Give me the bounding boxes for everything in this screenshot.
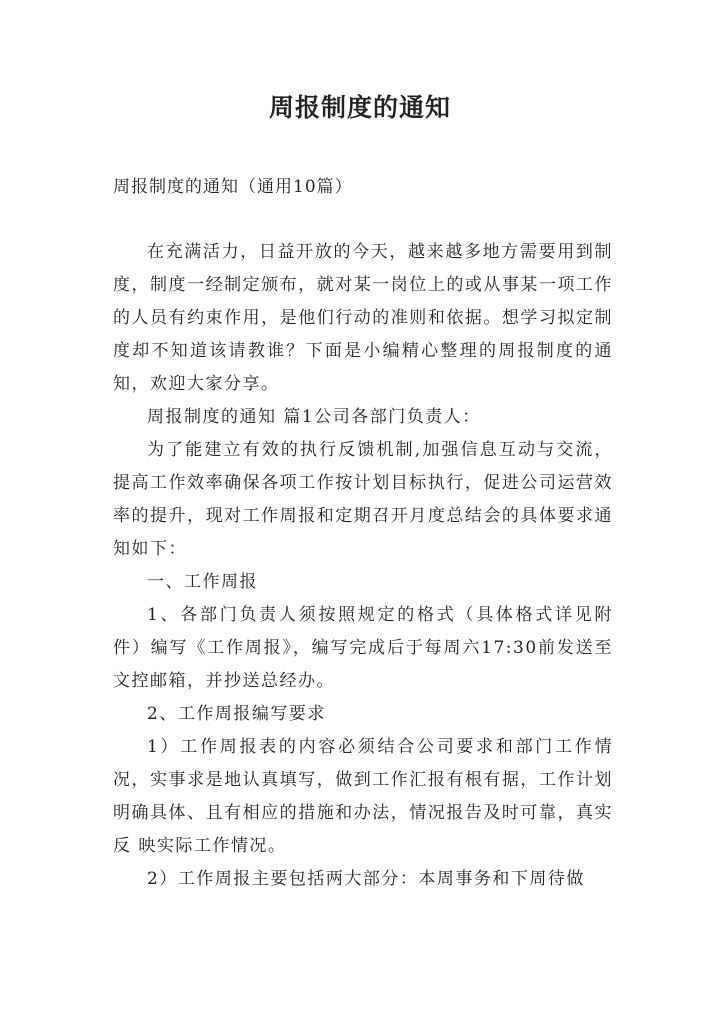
rule-heading-2: 2、工作周报编写要求	[147, 704, 326, 724]
document-subtitle: 周报制度的通知（通用10篇）	[113, 177, 353, 197]
purpose-paragraph: 为了能建立有效的执行反馈机制,加强信息互动与交流，提高工作效率确保各项工作按计划目标执行，促进公司运营效率的提升，现对工作周报和定期召开月度总结会的具体要求通知如下：	[113, 440, 613, 559]
document-body	[113, 236, 613, 896]
rule-paragraph-1: 1、各部门负责人须按照规定的格式（具体格式详见附件）编写《工作周报》，编写完成后于每周六17:30前发送至文控邮箱，并抄送总经办。	[113, 605, 613, 691]
document-title: 周报制度的通知	[268, 93, 451, 122]
section-heading-weekly-report: 一、工作周报	[147, 572, 258, 592]
rule-paragraph-2-2: 2）工作周报主要包括两大部分：本周事务和下周待做	[147, 869, 585, 889]
rule-paragraph-2-1: 1）工作周报表的内容必须结合公司要求和部门工作情况，实事求是地认真填写，做到工作汇报有根有据，工作计划明确具体、且有相应的措施和办法，情况报告及时可靠，真实反 映实际工作情况。	[113, 737, 613, 856]
notice-heading: 周报制度的通知 篇1公司各部门负责人：	[147, 407, 481, 427]
intro-paragraph: 在充满活力，日益开放的今天，越来越多地方需要用到制度，制度一经制定颁布，就对某一岗位上的或从事某一项工作的人员有约束作用，是他们行动的准则和依据。想学习拟定制度却不知道该请教谁？下面是小编精心整理的周报制度的通知，欢迎大家分享。	[113, 242, 613, 394]
